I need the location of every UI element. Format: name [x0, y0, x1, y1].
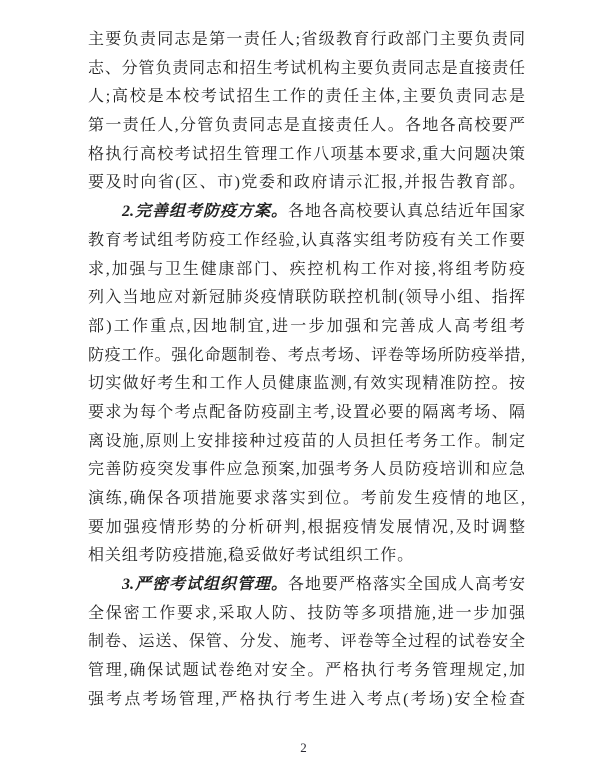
text-line: 离设施,原则上安排接种过疫苗的人员担任考务工作。制定 [88, 432, 525, 450]
paragraph-lead: 2.完善组考防疫方案。 [122, 203, 288, 221]
text-line: 2.完善组考防疫方案。各地各高校要认真总结近年国家 [122, 203, 525, 221]
text-line: 人;高校是本校考试招生工作的责任主体,主要负责同志是 [88, 88, 525, 106]
text-line: 要及时向省(区、市)党委和政府请示汇报,并报告教育部。 [88, 174, 525, 192]
text-line: 制卷、运送、保管、分发、施考、评卷等全过程的试卷安全 [88, 633, 525, 651]
paragraph-lead: 3.严密考试组织管理。 [122, 576, 288, 594]
text-line: 完善防疫突发事件应急预案,加强考务人员防疫培训和应急 [88, 461, 525, 479]
text-line: 志、分管负责同志和招生考试机构主要负责同志是直接责任 [88, 59, 525, 77]
text-line: 第一责任人,分管负责同志是直接责任人。各地各高校要严 [88, 117, 525, 135]
text-line: 3.严密考试组织管理。各地要严格落实全国成人高考安 [122, 576, 525, 594]
text-line: 演练,确保各项措施要求落实到位。考前发生疫情的地区, [88, 490, 525, 507]
text-line: 教育考试组考防疫工作经验,认真落实组考防疫有关工作要 [88, 231, 525, 249]
text-line: 全保密工作要求,采取人防、技防等多项措施,进一步加强 [88, 604, 525, 622]
text-line: 列入当地应对新冠肺炎疫情联防联控机制(领导小组、指挥 [88, 289, 525, 307]
text-line: 管理,确保试题试卷绝对安全。严格执行考务管理规定,加 [88, 662, 525, 680]
text-line: 主要负责同志是第一责任人;省级教育行政部门主要负责同 [88, 31, 525, 48]
text-line: 格执行高校考试招生管理工作八项基本要求,重大问题决策 [88, 145, 525, 163]
text-line: 求,加强与卫生健康部门、疾控机构工作对接,将组考防疫 [88, 260, 525, 278]
page-number: 2 [300, 740, 307, 755]
text-line: 防疫工作。强化命题制卷、考点考场、评卷等场所防疫举措, [88, 346, 525, 364]
text-line: 强考点考场管理,严格执行考生进入考点(考场)安全检查 [88, 690, 525, 708]
document-body [88, 26, 525, 715]
text-line: 相关组考防疫措施,稳妥做好考试组织工作。 [88, 547, 415, 565]
text-line: 要加强疫情形势的分析研判,根据疫情发展情况,及时调整 [88, 518, 525, 536]
text-line: 要求为每个考点配备防疫副主考,设置必要的隔离考场、隔 [88, 403, 525, 421]
text-line: 部)工作重点,因地制宜,进一步加强和完善成人高考组考 [88, 317, 525, 335]
text-line: 切实做好考生和工作人员健康监测,有效实现精准防控。按 [88, 375, 525, 393]
